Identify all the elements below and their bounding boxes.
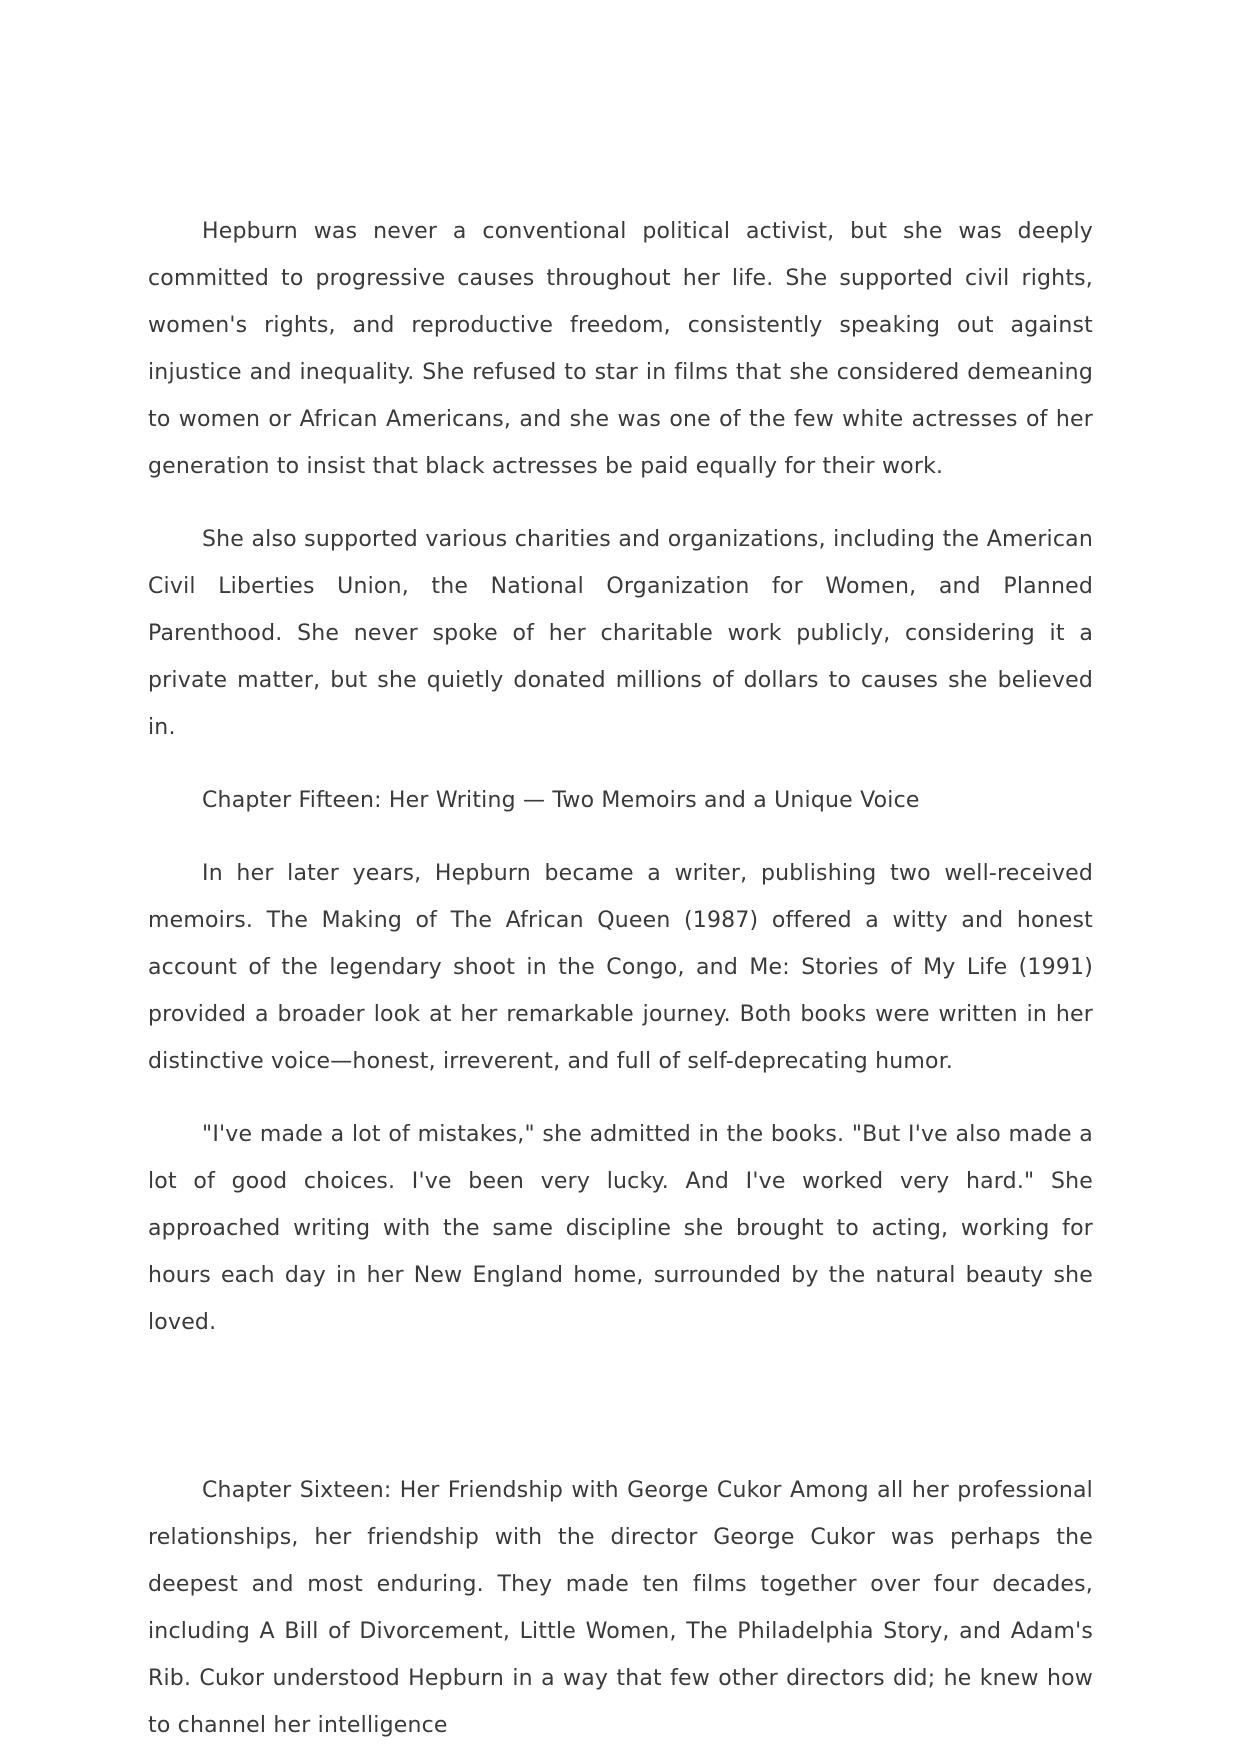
- paragraph-political-causes: Hepburn was never a conventional political activist, but she was deeply committed to progressive causes throughout her life. She supported civil rights, women's rights, and reproductive freedom, consistently speaking out against injustice and inequality. She refused to star in films that she considered demeaning to women or African Americans, and she was one of the few white actresses of her generation to insist that black actresses be paid equally for their work.: [148, 219, 1093, 479]
- paragraph-writing-discipline: "I've made a lot of mistakes," she admitted in the books. "But I've also made a lot of good choices. I've been very lucky. And I've worked very hard." She approached writing with the same discipline she brought to acting, working for hours each day in her New England home, surrounded by the natural beauty she loved.: [148, 1122, 1093, 1335]
- paragraph-charities: She also supported various charities and organizations, including the American Civil Liberties Union, the National Organization for Women, and Planned Parenthood. She never spoke of her charitable work publicly, considering it a private matter, but she quietly donated millions of dollars to causes she believed in.: [148, 527, 1093, 740]
- chapter-heading-fifteen: Chapter Fifteen: Her Writing — Two Memoirs and a Unique Voice: [202, 788, 920, 813]
- paragraph-memoirs: In her later years, Hepburn became a writer, publishing two well-received memoirs. The Making of The African Queen (1987) offered a witty and honest account of the legendary shoot in the Congo, and Me: Stories of My Life (1991) provided a broader look at her remarkable journey. Both books were written in her distinctive voice—honest, irreverent, and full of self-deprecating humor.: [148, 861, 1093, 1074]
- document-body: [148, 208, 1093, 1749]
- paragraph-george-cukor: Chapter Sixteen: Her Friendship with George Cukor Among all her professional relationships, her friendship with the director George Cukor was perhaps the deepest and most enduring. They made ten films together over four decades, including A Bill of Divorcement, Little Women, The Philadelphia Story, and Adam's Rib. Cukor understood Hepburn in a way that few other directors did; he knew how to channel her intelligence: [148, 1478, 1093, 1738]
